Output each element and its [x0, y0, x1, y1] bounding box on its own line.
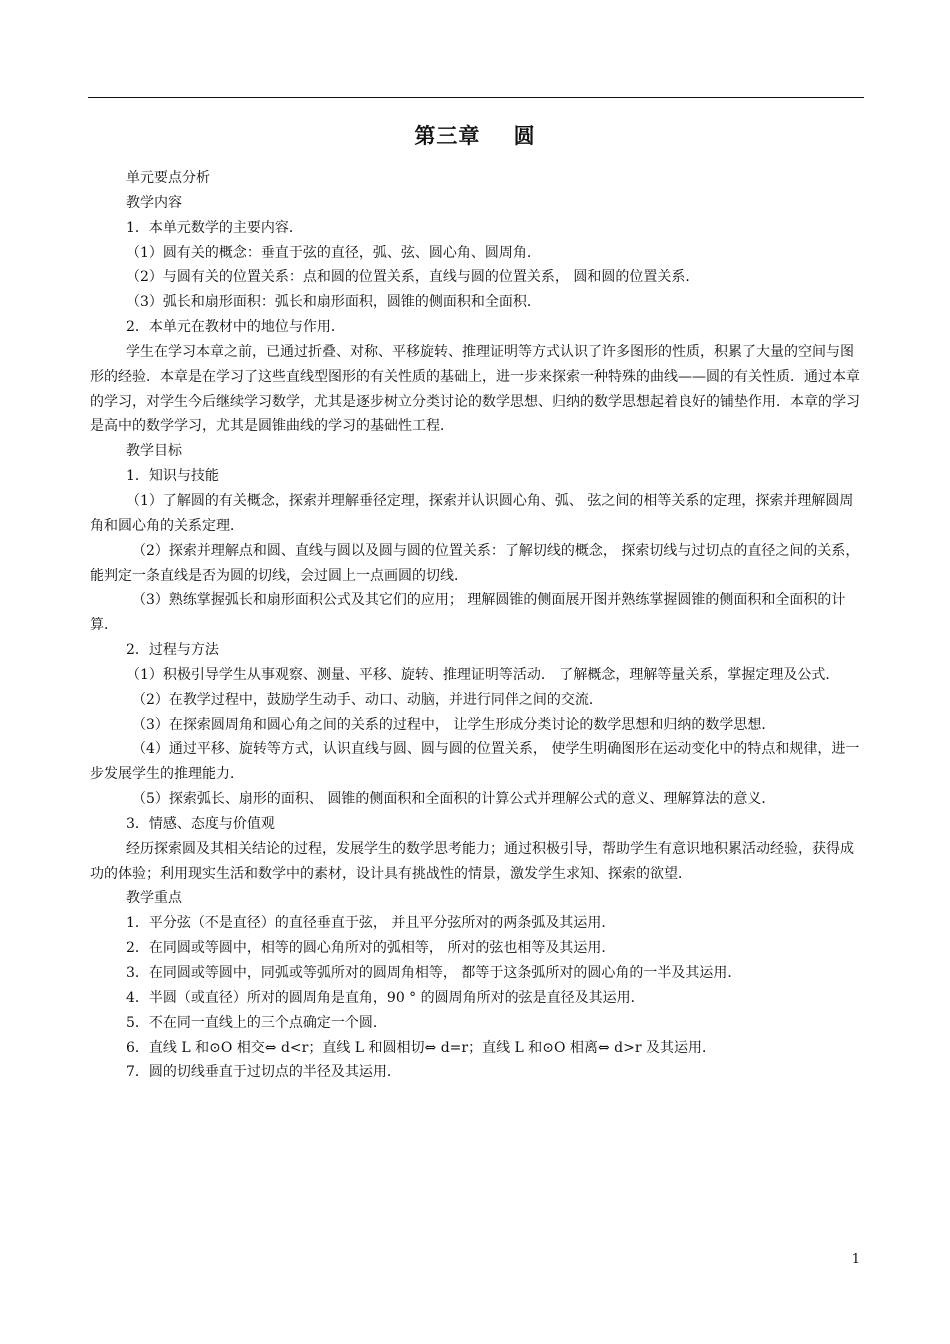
goal-2-sub-4: （4）通过平移、旋转等方式，认识直线与圆、圆与圆的位置关系， 使学生明确图形在运动变化中的特点和规律，进一步发展学生的推理能力．: [90, 741, 860, 783]
document-body: [90, 166, 864, 1085]
goal-1-sub-3: （3）熟练掌握弧长和扇形面积公式及其它们的应用； 理解圆锥的侧面展开图并熟练掌握圆锥的侧面积和全面积的计算．: [90, 592, 846, 634]
key-point-3: 3．在同圆或等圆中，同弧或等弧所对的圆周角相等， 都等于这条弧所对的圆心角的一半及其运用．: [126, 965, 742, 981]
goal-2-sub-2: （2）在教学过程中，鼓励学生动手、动口、动脑，并进行同伴之间的交流．: [132, 691, 603, 708]
page-number: 1: [851, 1252, 860, 1267]
content-item-2: 2．本单元在教材中的地位与作用．: [126, 319, 345, 336]
goal-item-3: 3．情感、态度与价值观: [126, 815, 275, 832]
content-subitem-1: （1）圆有关的概念：垂直于弦的直径，弧、弦、圆心角、圆周角．: [126, 244, 541, 261]
content-item-1: 1．本单元数学的主要内容．: [126, 219, 303, 236]
goal-3-paragraph: 经历探索圆及其相关结论的过程，发展学生的数学思考能力；通过积极引导，帮助学生有意识地积累活动经验，获得成功的体验；利用现实生活和数学中的素材，设计具有挑战性的情景，激发学生求知、探索的欲望．: [90, 840, 854, 882]
heading-teaching-content: 教学内容: [126, 194, 182, 211]
key-point-1: 1．平分弦（不是直径）的直径垂直于弦， 并且平分弦所对的两条弧及其运用．: [126, 915, 616, 932]
key-point-2: 2．在同圆或等圆中，相等的圆心角所对的弧相等， 所对的弦也相等及其运用．: [126, 940, 616, 957]
heading-key-points: 教学重点: [126, 890, 182, 907]
chapter-title: 第三章 圆: [414, 124, 536, 148]
goal-1-sub-1: （1）了解圆的有关概念，探索并理解垂径定理，探索并认识圆心角、弧、 弦之间的相等关系的定理，探索并理解圆周角和圆心角的关系定理．: [90, 492, 854, 534]
goal-item-2: 2．过程与方法: [126, 642, 219, 659]
role-paragraph: 学生在学习本章之前，已通过折叠、对称、平移旋转、推理证明等方式认识了许多图形的性质，积累了大量的空间与图形的经验．本章是在学习了这些直线型图形的有关性质的基础上，进一步来探索一种特殊的曲线——圆的有关性质．通过本章的学习，对学生今后继续学习数学，尤其是逐步树立分类讨论的数学思想、归纳的数学思想起着良好的铺垫作用．本章的学习是高中的数学学习，尤其是圆锥曲线的学习的基础性工程．: [90, 343, 860, 435]
key-point-7: 7．圆的切线垂直于过切点的半径及其运用．: [126, 1064, 401, 1081]
header-rule: [88, 97, 864, 98]
heading-teaching-goals: 教学目标: [126, 443, 182, 460]
goal-2-sub-3: （3）在探索圆周角和圆心角之间的关系的过程中， 让学生形成分类讨论的数学思想和归纳的数学思想．: [132, 716, 776, 733]
goal-2-sub-1: （1）积极引导学生从事观察、测量、平移、旋转、推理证明等活动． 了解概念，理解等量关系，掌握定理及公式．: [126, 666, 840, 683]
goal-item-1: 1．知识与技能: [126, 468, 219, 485]
goal-2-sub-5: （5）探索弧长、扇形的面积、 圆锥的侧面积和全面积的计算公式并理解公式的意义、理解算法的意义．: [132, 791, 776, 808]
key-point-4: 4．半圆（或直径）所对的圆周角是直角，90 ° 的圆周角所对的弦是直径及其运用．: [126, 989, 645, 1006]
content-subitem-2: （2）与圆有关的位置关系：点和圆的位置关系，直线与圆的位置关系， 圆和圆的位置关系．: [126, 269, 700, 286]
heading-unit-analysis: 单元要点分析: [126, 170, 210, 186]
content-subitem-3: （3）弧长和扇形面积：弧长和扇形面积，圆锥的侧面积和全面积．: [126, 294, 541, 311]
key-point-6: 6．直线 L 和⊙O 相交⇔ d<r；直线 L 和圆相切⇔ d=r；直线 L 和⊙O 相离⇔ d>r 及其运用．: [126, 1039, 716, 1056]
key-point-5: 5．不在同一直线上的三个点确定一个圆．: [126, 1014, 387, 1031]
goal-1-sub-2: （2）探索并理解点和圆、直线与圆以及圆与圆的位置关系：了解切线的概念， 探索切线与过切点的直径之间的关系，能判定一条直线是否为圆的切线，会过圆上一点画圆的切线．: [90, 542, 860, 584]
